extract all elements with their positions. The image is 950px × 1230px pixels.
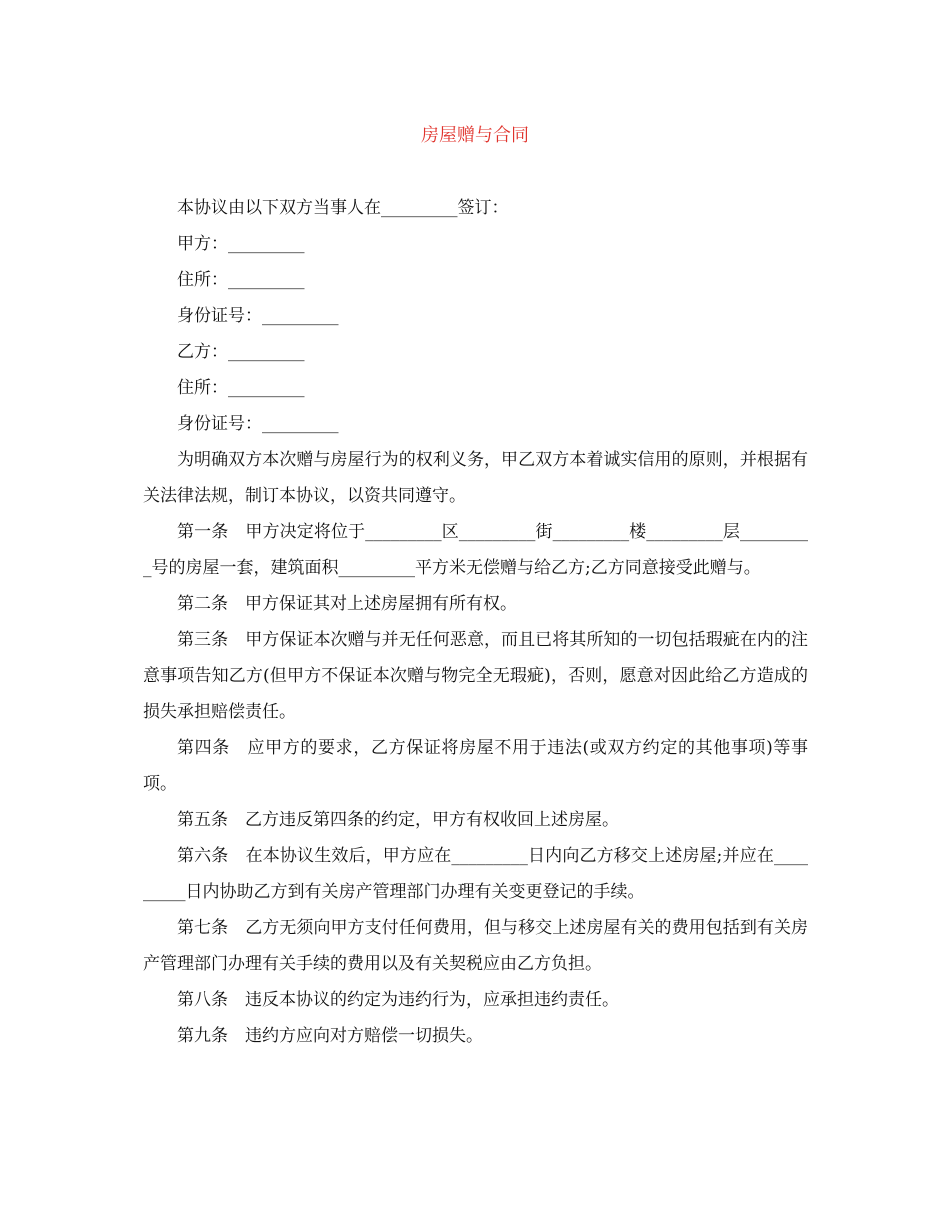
paragraph-party-b-id: 身份证号：_________ xyxy=(177,414,339,434)
paragraph-article-8: 第八条 违反本协议的约定为违约行为，应承担违约责任。 xyxy=(177,990,619,1010)
paragraph-article-7: 第七条 乙方无须向甲方支付任何费用，但与移交上述房屋有关的费用包括到有关房产管理部门办理有关手续的费用以及有关契税应由乙方负担。 xyxy=(143,918,808,974)
paragraph-party-b-address: 住所：_________ xyxy=(177,378,305,398)
paragraph-article-9: 第九条 违约方应向对方赔偿一切损失。 xyxy=(177,1026,483,1046)
paragraph-party-a: 甲方：_________ xyxy=(177,234,305,254)
document-body xyxy=(143,190,808,1054)
paragraph-article-3: 第三条 甲方保证本次赠与并无任何恶意，而且已将其所知的一切包括瑕疵在内的注意事项告知乙方(但甲方不保证本次赠与物完全无瑕疵)，否则，愿意对因此给乙方造成的损失承担赔偿责任。 xyxy=(143,630,808,722)
paragraph-article-1: 第一条 甲方决定将位于_________区_________街_________楼_________层_________号的房屋一套，建筑面积_________平方米无偿赠与给乙方;乙方同意接受此赠与。 xyxy=(143,522,808,578)
paragraph-article-2: 第二条 甲方保证其对上述房屋拥有所有权。 xyxy=(177,594,517,614)
document-title: 房屋赠与合同 xyxy=(421,125,529,146)
paragraph-article-4: 第四条 应甲方的要求，乙方保证将房屋不用于违法(或双方约定的其他事项)等事项。 xyxy=(143,738,808,794)
paragraph-party-a-id: 身份证号：_________ xyxy=(177,306,339,326)
paragraph-preamble: 为明确双方本次赠与房屋行为的权利义务，甲乙双方本着诚实信用的原则，并根据有关法律法规，制订本协议，以资共同遵守。 xyxy=(143,450,808,506)
paragraph-article-5: 第五条 乙方违反第四条的约定，甲方有权收回上述房屋。 xyxy=(177,810,619,830)
paragraph-party-b: 乙方：_________ xyxy=(177,342,305,362)
paragraph-signing-place: 本协议由以下双方当事人在_________签订： xyxy=(177,198,509,218)
paragraph-party-a-address: 住所：_________ xyxy=(177,270,305,290)
paragraph-article-6: 第六条 在本协议生效后，甲方应在_________日内向乙方移交上述房屋;并应在_________日内协助乙方到有关房产管理部门办理有关变更登记的手续。 xyxy=(143,846,808,902)
